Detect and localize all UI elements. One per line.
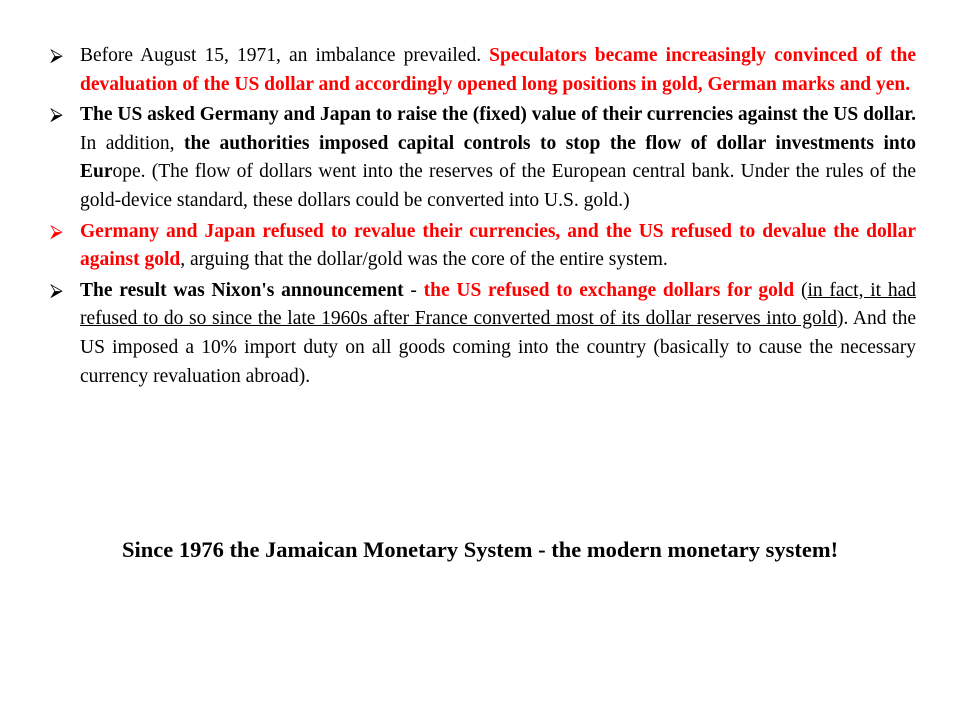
bullet-3-text-highlight: Germany and Japan refused to revalue their currencies, and the US refused to devalue the dollar against gold	[80, 220, 916, 271]
bullet-4-text-underlined: in fact, it had refused to do so since the late 1960s after France converted most of its dollar reserves into gold	[80, 279, 916, 330]
bullet-4-text-plain-3: ). And the US imposed a 10% import duty on all goods coming into the country (basically to cause the necessary currency revaluation abroad).	[80, 308, 917, 387]
arrowhead-bullet-icon: ⮚	[50, 220, 63, 242]
arrowhead-bullet-icon: ⮚	[50, 45, 63, 66]
bullet-3-text-plain: , arguing that the dollar/gold was the core of the entire system.	[180, 249, 668, 271]
bullet-2-text-plain-2: ope. (The flow of dollars went into the reserves of the European central bank. Under the rules of the gold-device standard, these dollars could be converted into U.S. gold.)	[80, 161, 916, 211]
bullet-2-text-bold-2: the authorities imposed capital controls to stop the flow of dollar investments into Eur	[80, 132, 916, 183]
bullet-4-text-plain-2: (	[794, 279, 808, 301]
bullet-4-text-bold: The result was Nixon's announcement	[80, 279, 404, 301]
bullet-4-text-highlight: the US refused to exchange dollars for gold	[423, 279, 795, 301]
arrowhead-bullet-icon: ⮚	[50, 104, 63, 126]
bullet-1-text-plain: Before August 15, 1971, an imbalance prevailed.	[80, 45, 490, 66]
bullet-4-text-plain-1: -	[403, 279, 424, 301]
bullet-item-4	[50, 277, 916, 391]
conclusion-heading: Since 1976 the Jamaican Monetary System - the modern monetary system!	[121, 537, 839, 562]
bullet-2-text-plain-1: In addition,	[80, 132, 185, 154]
bullet-item-2	[50, 101, 916, 215]
bullet-list	[50, 42, 916, 393]
arrowhead-bullet-icon: ⮚	[50, 279, 63, 301]
bullet-2-text-bold-1: The US asked Germany and Japan to raise the (fixed) value of their currencies against the US dollar.	[80, 104, 916, 126]
bullet-1-text-highlight: Speculators became increasingly convinced of the devaluation of the US dollar and accordingly opened long positions in gold, German marks and yen.	[80, 45, 916, 95]
bullet-item-3	[50, 218, 916, 275]
bullet-item-1	[50, 42, 916, 99]
